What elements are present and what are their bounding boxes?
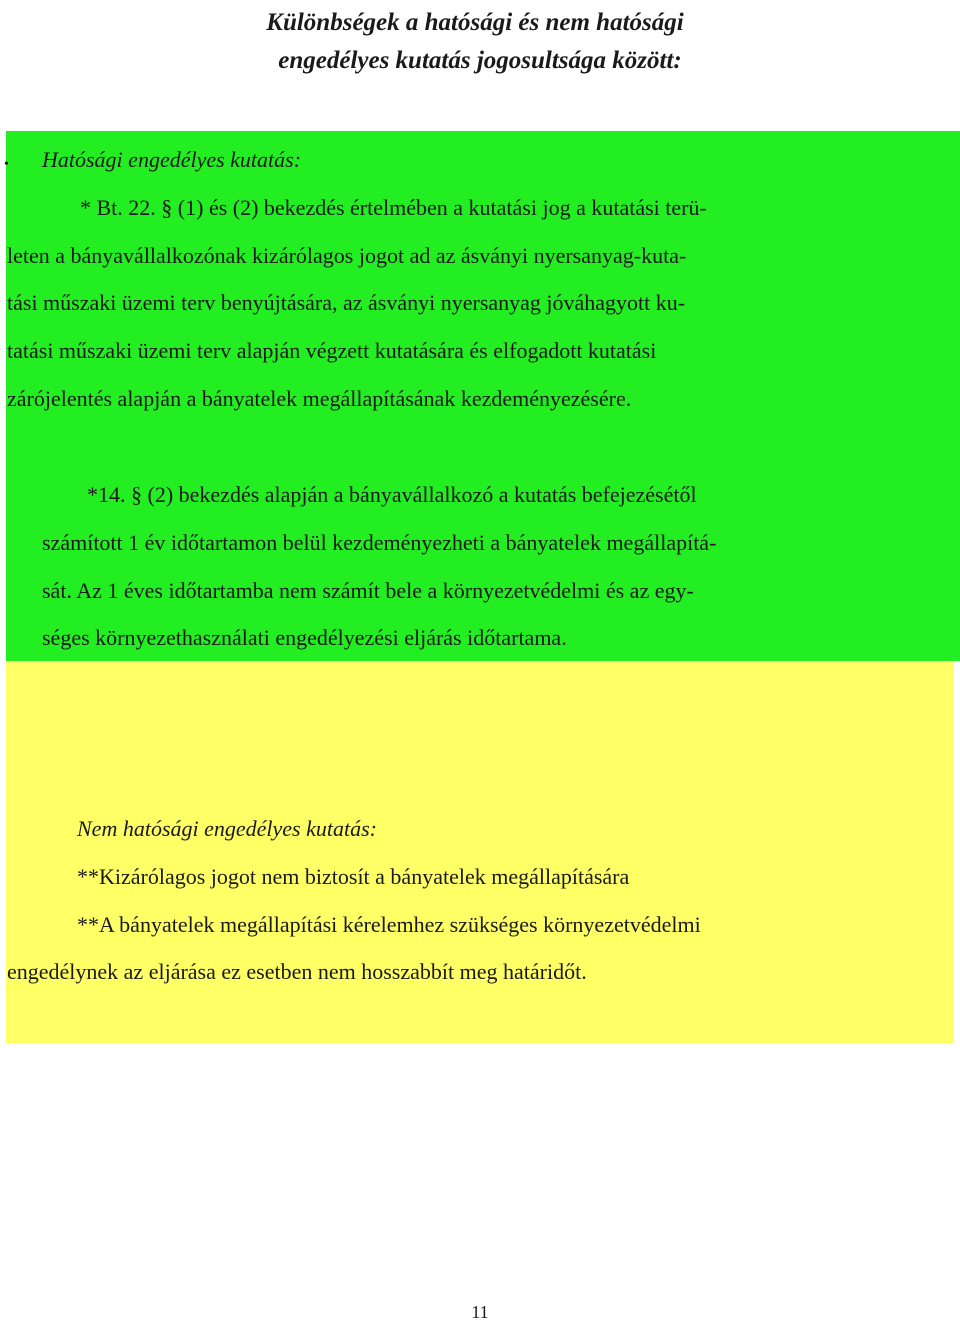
document-title-line-2: engedélyes kutatás jogosultsága között:	[278, 47, 682, 74]
authority-paragraph-2-line-4: séges környezethasználati engedélyezési eljárás időtartama.	[42, 625, 567, 650]
authority-paragraph-1-line-5: zárójelentés alapján a bányatelek megállapításának kezdeményezésére.	[7, 386, 632, 411]
authority-paragraph-1-line-3: tási műszaki üzemi terv benyújtására, az ásványi nyersanyag jóváhagyott ku-	[7, 290, 686, 315]
authority-paragraph-1-line-1: * Bt. 22. § (1) és (2) bekezdés értelmében a kutatási jog a kutatási terü-	[80, 195, 707, 220]
bullet-icon: •	[4, 157, 9, 172]
authority-paragraph-2-line-1: *14. § (2) bekezdés alapján a bányavállalkozó a kutatás befejezésétől	[87, 482, 697, 507]
document-title-line-1: Különbségek a hatósági és nem hatósági	[266, 9, 684, 36]
non-authority-line-2: **A bányatelek megállapítási kérelemhez szükséges környezetvédelmi	[77, 912, 701, 937]
authority-permit-heading: Hatósági engedélyes kutatás:	[42, 147, 302, 172]
non-authority-line-1: **Kizárólagos jogot nem biztosít a bányatelek megállapítására	[77, 864, 630, 889]
page-number: 11	[471, 1302, 489, 1322]
authority-paragraph-2-line-3: sát. Az 1 éves időtartamba nem számít bele a környezetvédelmi és az egy-	[42, 578, 694, 603]
authority-paragraph-2-line-2: számított 1 év időtartamon belül kezdeményezheti a bányatelek megállapítá-	[42, 530, 717, 555]
authority-paragraph-1-line-2: leten a bányavállalkozónak kizárólagos jogot ad az ásványi nyersanyag-kuta-	[7, 243, 687, 268]
non-authority-permit-heading: Nem hatósági engedélyes kutatás:	[77, 816, 377, 841]
authority-paragraph-1-line-4: tatási műszaki üzemi terv alapján végzett kutatására és elfogadott kutatási	[7, 338, 657, 363]
non-authority-line-3: engedélynek az eljárása ez esetben nem hosszabbít meg határidőt.	[7, 959, 587, 984]
